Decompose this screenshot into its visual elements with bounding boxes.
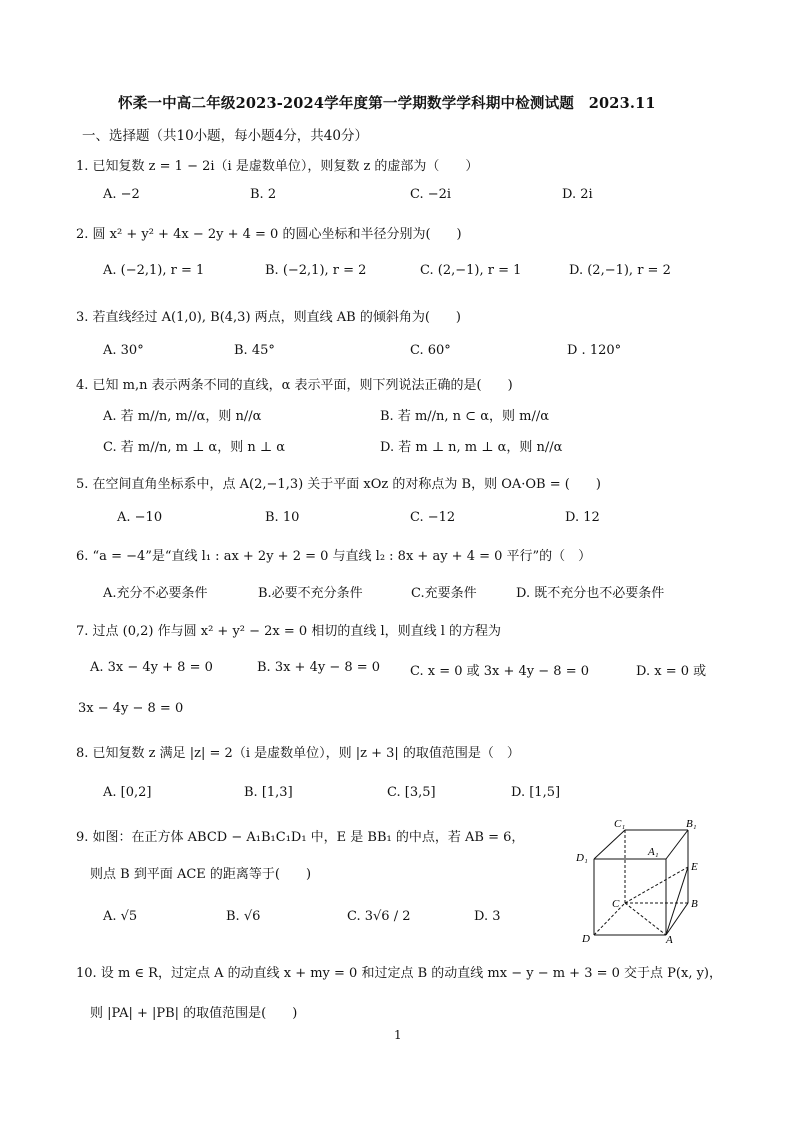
q2-option-a: A. (−2,1), r = 1	[103, 263, 205, 278]
q7-option-d-continued: 3x − 4y − 8 = 0	[78, 701, 184, 716]
q9-option-a: A. √5	[103, 909, 138, 924]
q3-option-d: D . 120°	[567, 343, 622, 358]
question-8-stem: 8. 已知复数 z 满足 |z| = 2（i 是虚数单位），则 |z + 3| 的取值范围是（ ）	[76, 746, 520, 761]
question-5-stem: 5. 在空间直角坐标系中，点 A(2,−1,3) 关于平面 xOz 的对称点为 B，则 OA·OB = ( )	[76, 477, 601, 492]
page-number: 1	[394, 1028, 402, 1042]
q2-option-d: D. (2,−1), r = 2	[569, 263, 671, 278]
q5-option-c: C. −12	[410, 510, 456, 525]
q8-option-b: B. [1,3]	[244, 785, 293, 800]
label-c: C	[612, 898, 620, 910]
label-e: E	[691, 861, 698, 873]
q6-option-d: D. 既不充分也不必要条件	[516, 586, 665, 601]
q3-option-c: C. 60°	[410, 343, 451, 358]
question-7-stem: 7. 过点 (0,2) 作与圆 x² + y² − 2x = 0 相切的直线 l，则直线 l 的方程为	[76, 624, 502, 639]
q9-option-c: C. 3√6 / 2	[347, 909, 411, 924]
q5-option-a: A. −10	[117, 510, 163, 525]
q6-option-a: A.充分不必要条件	[103, 586, 208, 601]
label-c1: C₁	[614, 818, 626, 830]
q9-option-d: D. 3	[474, 909, 501, 924]
q7-option-a: A. 3x − 4y + 8 = 0	[90, 660, 213, 675]
q9-option-b: B. √6	[226, 909, 261, 924]
section-heading: 一、选择题（共10小题，每小题4分，共40分）	[82, 128, 368, 144]
q3-option-b: B. 45°	[234, 343, 275, 358]
label-d1: D₁	[576, 852, 588, 864]
q1-option-d: D. 2i	[562, 187, 593, 202]
q2-option-c: C. (2,−1), r = 1	[420, 263, 522, 278]
question-4-stem: 4. 已知 m,n 表示两条不同的直线，α 表示平面，则下列说法正确的是( )	[76, 378, 513, 393]
question-6-stem: 6. “a = −4”是“直线 l₁ : ax + 2y + 2 = 0 与直线 l₂ : 8x + ay + 4 = 0 平行”的（ ）	[76, 549, 592, 564]
question-9-stem: 9. 如图：在正方体 ABCD − A₁B₁C₁D₁ 中，E 是 BB₁ 的中点，若 AB = 6，	[76, 830, 525, 845]
question-2-stem: 2. 圆 x² + y² + 4x − 2y + 4 = 0 的圆心坐标和半径分别为( )	[76, 227, 462, 242]
question-10-stem: 10. 设 m ∈ R，过定点 A 的动直线 x + my = 0 和过定点 B 的动直线 mx − y − m + 3 = 0 交于点 P(x, y)，	[76, 966, 722, 981]
q5-option-d: D. 12	[565, 510, 600, 525]
q7-option-b: B. 3x + 4y − 8 = 0	[257, 660, 381, 675]
q2-option-b: B. (−2,1), r = 2	[265, 263, 367, 278]
question-3-stem: 3. 若直线经过 A(1,0), B(4,3) 两点，则直线 AB 的倾斜角为( )	[76, 310, 461, 325]
q4-option-b: B. 若 m//n, n ⊂ α，则 m//α	[380, 409, 549, 424]
q8-option-a: A. [0,2]	[103, 785, 152, 800]
question-9-stem-line2: 则点 B 到平面 ACE 的距离等于( )	[90, 867, 312, 882]
page-title: 怀柔一中高二年级2023-2024学年度第一学期数学学科期中检测试题 2023.11	[118, 95, 656, 112]
label-b: B	[691, 898, 698, 910]
q6-option-b: B.必要不充分条件	[258, 586, 363, 601]
q6-option-c: C.充要条件	[411, 586, 477, 601]
q4-option-a: A. 若 m//n, m//α，则 n//α	[103, 409, 262, 424]
label-a1: A₁	[648, 846, 659, 858]
label-d: D	[582, 933, 590, 945]
q5-option-b: B. 10	[265, 510, 300, 525]
q7-option-d: D. x = 0 或	[636, 664, 707, 679]
cube-figure	[570, 815, 720, 945]
label-b1: B₁	[686, 818, 697, 830]
q3-option-a: A. 30°	[103, 343, 144, 358]
q7-option-c: C. x = 0 或 3x + 4y − 8 = 0	[410, 664, 590, 679]
question-1-stem: 1. 已知复数 z = 1 − 2i（i 是虚数单位），则复数 z 的虚部为（ ）	[76, 159, 479, 174]
q4-option-d: D. 若 m ⊥ n, m ⊥ α，则 n//α	[380, 440, 563, 455]
question-10-stem-line2: 则 |PA| + |PB| 的取值范围是( )	[90, 1006, 298, 1021]
q8-option-c: C. [3,5]	[387, 785, 436, 800]
q1-option-a: A. −2	[103, 187, 140, 202]
q1-option-c: C. −2i	[410, 187, 452, 202]
q4-option-c: C. 若 m//n, m ⊥ α，则 n ⊥ α	[103, 440, 285, 455]
q8-option-d: D. [1,5]	[511, 785, 561, 800]
label-a: A	[666, 934, 673, 945]
q1-option-b: B. 2	[250, 187, 277, 202]
